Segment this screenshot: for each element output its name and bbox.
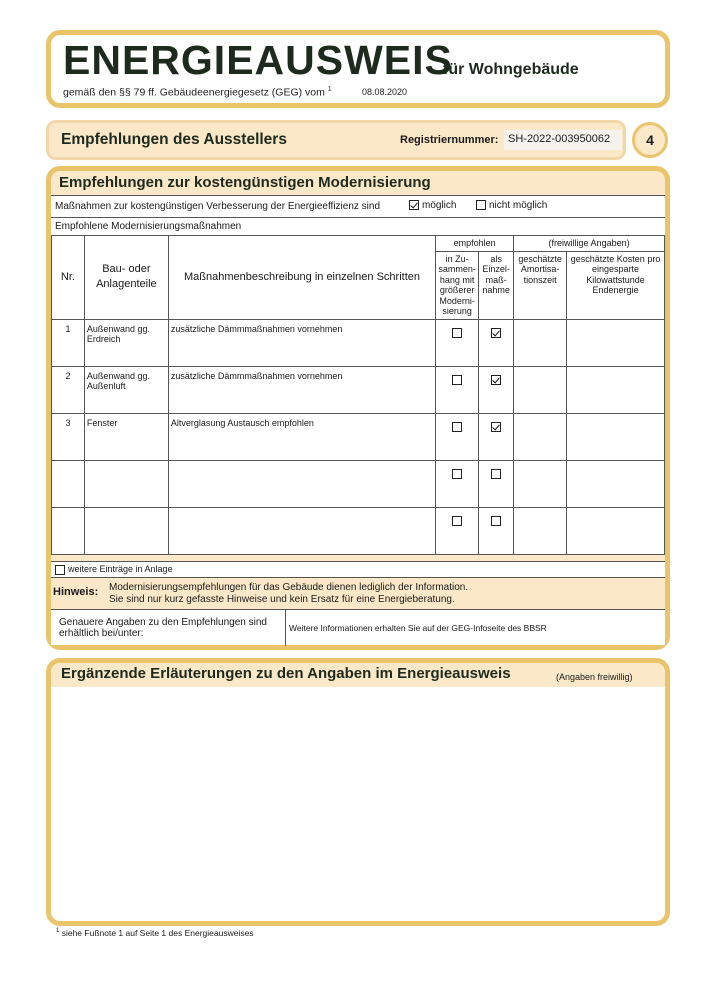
option-possible[interactable] bbox=[409, 200, 456, 211]
row-part bbox=[84, 507, 168, 554]
registration-number: SH-2022-003950062 bbox=[504, 130, 622, 150]
row-description: Altverglasung Austausch empfohlen bbox=[168, 413, 435, 460]
row-combined-checkbox[interactable] bbox=[452, 328, 462, 338]
page-number-badge: 4 bbox=[632, 122, 668, 158]
table-row bbox=[52, 319, 665, 366]
footnote-mark: 1 bbox=[327, 86, 332, 93]
col-header-payback: geschätzte Amortisa-tionszeit bbox=[514, 251, 567, 319]
row-description bbox=[168, 460, 435, 507]
row-description: zusätzliche Dämmmaßnahmen vornehmen bbox=[168, 366, 435, 413]
supplementary-note: (Angaben freiwillig) bbox=[556, 672, 633, 682]
supplementary-title: Ergänzende Erläuterungen zu den Angaben im Energieausweis bbox=[61, 665, 511, 682]
col-group-optional: (freiwillige Angaben) bbox=[514, 236, 665, 252]
table-row bbox=[52, 460, 665, 507]
row-payback bbox=[514, 366, 567, 413]
section-header bbox=[46, 120, 626, 160]
row-nr: 3 bbox=[52, 413, 85, 460]
row-combined-checkbox[interactable] bbox=[452, 375, 462, 385]
table-row bbox=[52, 413, 665, 460]
row-cost bbox=[567, 413, 665, 460]
row-nr bbox=[52, 507, 85, 554]
table-row bbox=[52, 507, 665, 554]
registration-label: Registriernummer: bbox=[400, 134, 499, 146]
col-group-recommended: empfohlen bbox=[436, 236, 514, 252]
option-not-possible-label: nicht möglich bbox=[489, 200, 548, 211]
hint-row bbox=[51, 577, 665, 609]
feasibility-row bbox=[51, 195, 665, 217]
row-payback bbox=[514, 413, 567, 460]
row-single-checkbox[interactable] bbox=[491, 328, 501, 338]
col-header-description: Maßnahmenbeschreibung in einzelnen Schritten bbox=[168, 236, 435, 320]
col-header-nr: Nr. bbox=[52, 236, 85, 320]
col-header-cost: geschätzte Kosten pro eingesparte Kilowattstunde Endenergie bbox=[567, 251, 665, 319]
supplementary-header bbox=[51, 663, 665, 687]
row-single-checkbox[interactable] bbox=[491, 469, 501, 479]
more-entries-option[interactable] bbox=[55, 564, 173, 575]
row-payback bbox=[514, 319, 567, 366]
row-combined-checkbox-cell bbox=[436, 319, 479, 366]
legal-basis-text: gemäß den §§ 79 ff. Gebäudeenergiegesetz (GEG) vom bbox=[63, 86, 325, 99]
hint-line-2: Sie sind nur kurz gefasste Hinweise und kein Ersatz für eine Energieberatung. bbox=[109, 594, 455, 605]
row-cost bbox=[567, 460, 665, 507]
header-box bbox=[46, 30, 670, 108]
col-header-part: Bau- oder Anlagenteile bbox=[84, 236, 168, 320]
row-single-checkbox-cell bbox=[479, 460, 514, 507]
row-part bbox=[84, 460, 168, 507]
row-combined-checkbox[interactable] bbox=[452, 422, 462, 432]
modernisation-title: Empfehlungen zur kostengünstigen Modernisierung bbox=[59, 174, 431, 191]
more-entries-checkbox[interactable] bbox=[55, 565, 65, 575]
row-single-checkbox[interactable] bbox=[491, 375, 501, 385]
row-nr bbox=[52, 460, 85, 507]
document-title: ENERGIEAUSWEIS bbox=[63, 37, 453, 83]
row-single-checkbox-cell bbox=[479, 507, 514, 554]
col-header-single: als Einzel-maß-nahme bbox=[479, 251, 514, 319]
recommended-measures-label: Empfohlene Modernisierungsmaßnahmen bbox=[55, 221, 242, 232]
row-payback bbox=[514, 507, 567, 554]
legal-basis bbox=[63, 86, 332, 99]
recommended-measures-row bbox=[51, 217, 665, 235]
details-divider bbox=[285, 610, 286, 646]
more-entries-row bbox=[51, 561, 665, 577]
footnote-number: 1 bbox=[56, 928, 60, 935]
row-combined-checkbox[interactable] bbox=[452, 469, 462, 479]
not-possible-checkbox[interactable] bbox=[476, 200, 486, 210]
row-description: zusätzliche Dämmmaßnahmen vornehmen bbox=[168, 319, 435, 366]
row-nr: 2 bbox=[52, 366, 85, 413]
row-part: Fenster bbox=[84, 413, 168, 460]
row-single-checkbox[interactable] bbox=[491, 422, 501, 432]
row-combined-checkbox-cell bbox=[436, 507, 479, 554]
row-single-checkbox[interactable] bbox=[491, 516, 501, 526]
details-label: Genauere Angaben zu den Empfehlungen sind erhältlich bei/unter: bbox=[59, 617, 267, 639]
row-part: Außenwand gg. Außenluft bbox=[84, 366, 168, 413]
row-nr: 1 bbox=[52, 319, 85, 366]
option-possible-label: möglich bbox=[422, 200, 457, 211]
supplementary-box bbox=[46, 658, 670, 926]
row-cost bbox=[567, 366, 665, 413]
row-cost bbox=[567, 507, 665, 554]
details-value: Weitere Informationen erhalten Sie auf der GEG-Infoseite des BBSR bbox=[289, 623, 547, 633]
row-combined-checkbox[interactable] bbox=[452, 516, 462, 526]
table-header-row-1 bbox=[52, 236, 665, 252]
more-entries-label: weitere Einträge in Anlage bbox=[68, 564, 173, 574]
row-payback bbox=[514, 460, 567, 507]
document-subtitle: für Wohngebäude bbox=[443, 61, 579, 78]
footnote-text: siehe Fußnote 1 auf Seite 1 des Energieausweises bbox=[61, 928, 254, 938]
row-cost bbox=[567, 319, 665, 366]
table-row bbox=[52, 366, 665, 413]
details-row bbox=[51, 609, 665, 645]
row-combined-checkbox-cell bbox=[436, 460, 479, 507]
possible-checkbox[interactable] bbox=[409, 200, 419, 210]
row-single-checkbox-cell bbox=[479, 413, 514, 460]
footnote bbox=[56, 928, 254, 938]
feasibility-question: Maßnahmen zur kostengünstigen Verbesserung der Energieeffizienz sind bbox=[55, 201, 381, 212]
measures-table bbox=[51, 235, 665, 555]
issue-date: 08.08.2020 bbox=[362, 87, 408, 97]
row-description bbox=[168, 507, 435, 554]
hint-label: Hinweis: bbox=[53, 586, 99, 598]
option-not-possible[interactable] bbox=[476, 200, 547, 211]
modernisation-box bbox=[46, 166, 670, 650]
col-header-combined: in Zu-sammen-hang mit größerer Moderni-sierung bbox=[436, 251, 479, 319]
row-combined-checkbox-cell bbox=[436, 366, 479, 413]
hint-text bbox=[109, 582, 468, 606]
row-part: Außenwand gg. Erdreich bbox=[84, 319, 168, 366]
row-single-checkbox-cell bbox=[479, 319, 514, 366]
hint-line-1: Modernisierungsempfehlungen für das Gebäude dienen lediglich der Information. bbox=[109, 582, 469, 593]
section-title: Empfehlungen des Ausstellers bbox=[61, 131, 287, 148]
row-combined-checkbox-cell bbox=[436, 413, 479, 460]
row-single-checkbox-cell bbox=[479, 366, 514, 413]
